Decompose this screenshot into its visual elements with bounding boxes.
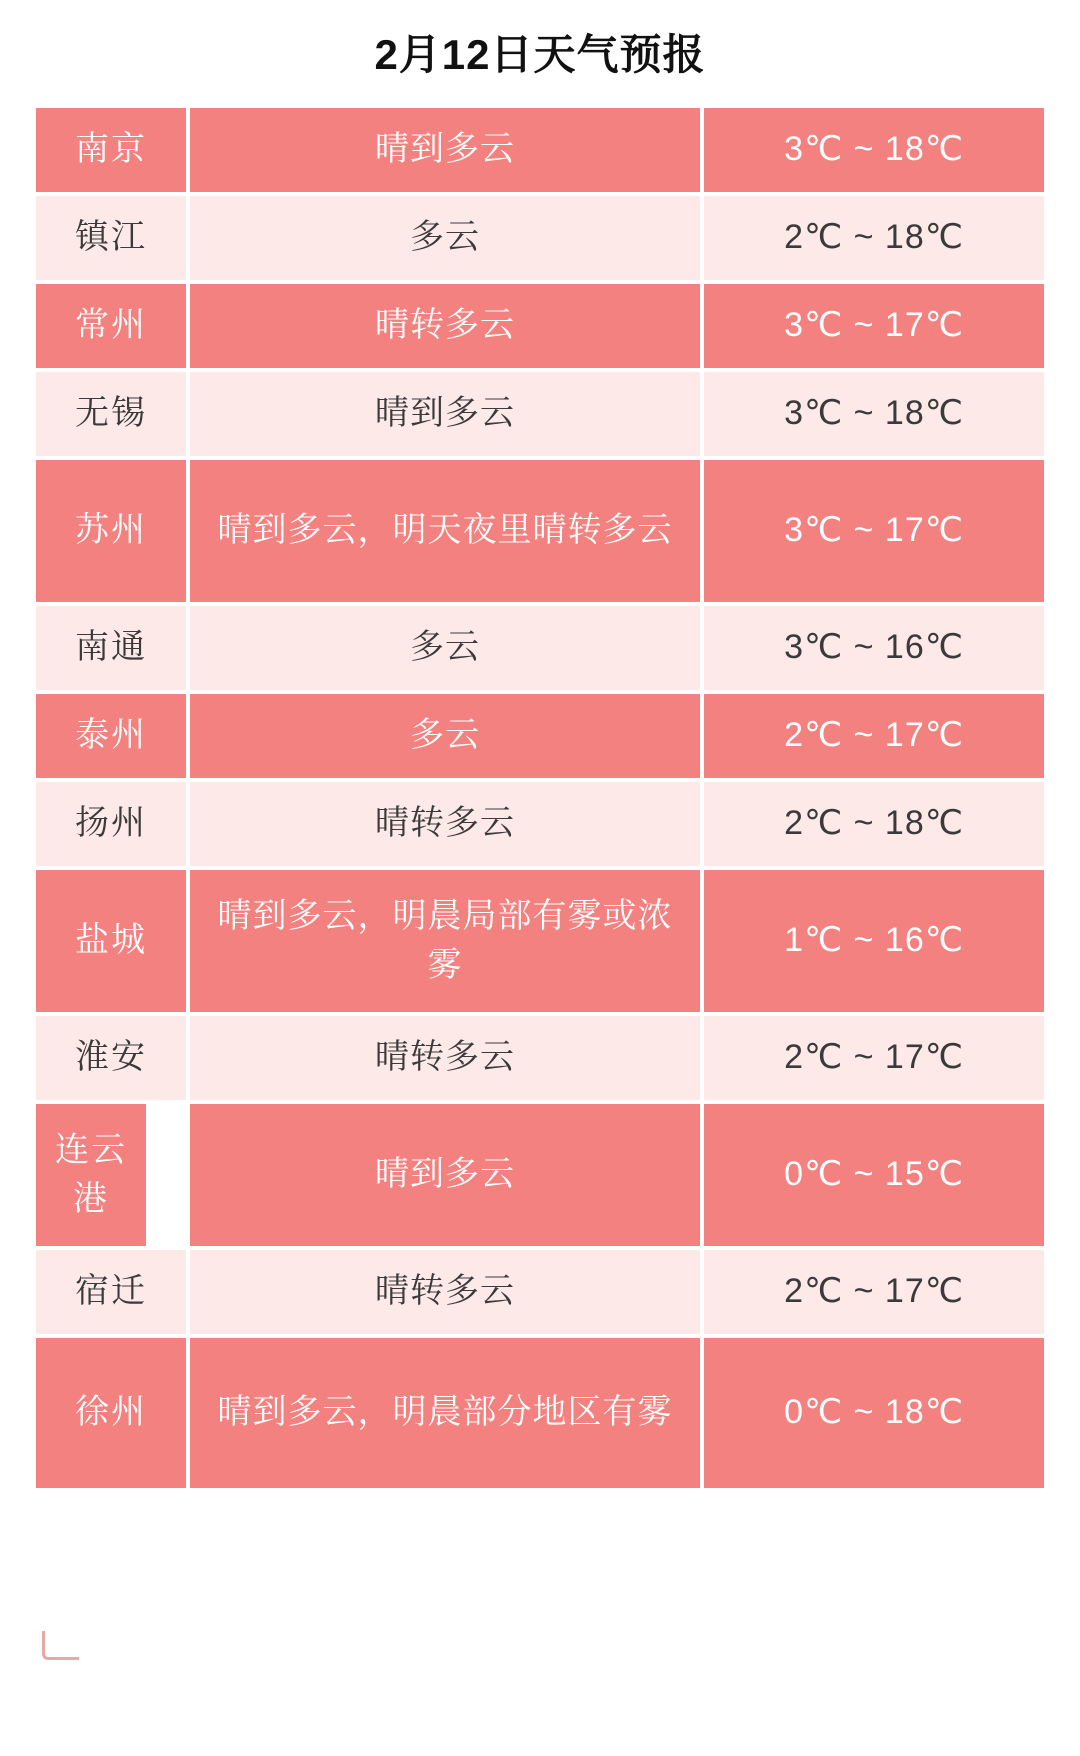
desc-cell [190,108,700,192]
desc-cell [190,606,700,690]
city-label: 南通 [36,606,186,690]
table-row [36,196,1044,280]
temp-cell [704,1338,1044,1488]
table-row [36,372,1044,456]
city-label: 扬州 [36,782,186,866]
page-title: 2月12日天气预报 [374,31,706,78]
city-cell [36,1250,186,1334]
desc-cell [190,1250,700,1334]
temperature-range: 3℃ ~ 17℃ [704,284,1044,368]
temperature-range: 2℃ ~ 18℃ [704,196,1044,280]
temp-cell [704,460,1044,602]
temp-cell [704,694,1044,778]
city-cell [36,606,186,690]
desc-cell [190,1338,700,1488]
city-label: 苏州 [36,460,186,602]
temp-cell [704,108,1044,192]
temp-cell [704,284,1044,368]
table-row [36,1016,1044,1100]
temperature-range: 0℃ ~ 18℃ [704,1338,1044,1488]
weather-description: 晴到多云 [190,1104,700,1246]
temp-cell [704,782,1044,866]
weather-description: 晴转多云 [190,284,700,368]
weather-description: 晴转多云 [190,782,700,866]
city-label: 南京 [36,108,186,192]
temperature-range: 3℃ ~ 17℃ [704,460,1044,602]
temperature-range: 2℃ ~ 17℃ [704,1016,1044,1100]
temp-cell [704,870,1044,1012]
city-label: 盐城 [36,870,186,1012]
desc-cell [190,372,700,456]
desc-cell [190,1104,700,1246]
city-cell [36,1104,186,1246]
temperature-range: 2℃ ~ 17℃ [704,694,1044,778]
weather-description: 晴转多云 [190,1016,700,1100]
city-cell [36,460,186,602]
weather-table-body [36,108,1044,1488]
table-row [36,782,1044,866]
city-cell [36,284,186,368]
city-label: 镇江 [36,196,186,280]
weather-description: 晴到多云，明天夜里晴转多云 [190,460,700,602]
desc-cell [190,460,700,602]
city-cell [36,108,186,192]
temp-cell [704,196,1044,280]
temperature-range: 2℃ ~ 18℃ [704,782,1044,866]
weather-description: 多云 [190,694,700,778]
temp-cell [704,1104,1044,1246]
temp-cell [704,606,1044,690]
city-label: 徐州 [36,1338,186,1488]
desc-cell [190,284,700,368]
temperature-range: 3℃ ~ 16℃ [704,606,1044,690]
city-cell [36,870,186,1012]
temp-cell [704,1250,1044,1334]
city-label: 宿迁 [36,1250,186,1334]
temp-cell [704,372,1044,456]
city-label: 无锡 [36,372,186,456]
table-row [36,460,1044,602]
table-row [36,1250,1044,1334]
weather-forecast-table [32,104,1048,1492]
city-cell [36,372,186,456]
city-label: 泰州 [36,694,186,778]
city-label: 淮安 [36,1016,186,1100]
table-row [36,1338,1044,1488]
table-row [36,694,1044,778]
weather-description: 晴到多云，明晨局部有雾或浓雾 [190,870,700,1012]
city-label: 连云港 [36,1104,146,1246]
city-label: 常州 [36,284,186,368]
desc-cell [190,782,700,866]
city-cell [36,1338,186,1488]
table-row [36,108,1044,192]
desc-cell [190,694,700,778]
city-cell [36,782,186,866]
temperature-range: 2℃ ~ 17℃ [704,1250,1044,1334]
weather-description: 晴到多云，明晨部分地区有雾 [190,1338,700,1488]
weather-description: 多云 [190,196,700,280]
temperature-range: 0℃ ~ 15℃ [704,1104,1044,1246]
temperature-range: 1℃ ~ 16℃ [704,870,1044,1012]
city-cell [36,1016,186,1100]
corner-bracket-icon [42,1631,79,1660]
weather-description: 多云 [190,606,700,690]
table-row [36,1104,1044,1246]
weather-description: 晴转多云 [190,1250,700,1334]
city-cell [36,694,186,778]
temp-cell [704,1016,1044,1100]
city-cell [36,196,186,280]
weather-description: 晴到多云 [190,372,700,456]
table-row [36,606,1044,690]
table-row [36,870,1044,1012]
temperature-range: 3℃ ~ 18℃ [704,108,1044,192]
table-row [36,284,1044,368]
desc-cell [190,196,700,280]
desc-cell [190,1016,700,1100]
temperature-range: 3℃ ~ 18℃ [704,372,1044,456]
desc-cell [190,870,700,1012]
weather-description: 晴到多云 [190,108,700,192]
